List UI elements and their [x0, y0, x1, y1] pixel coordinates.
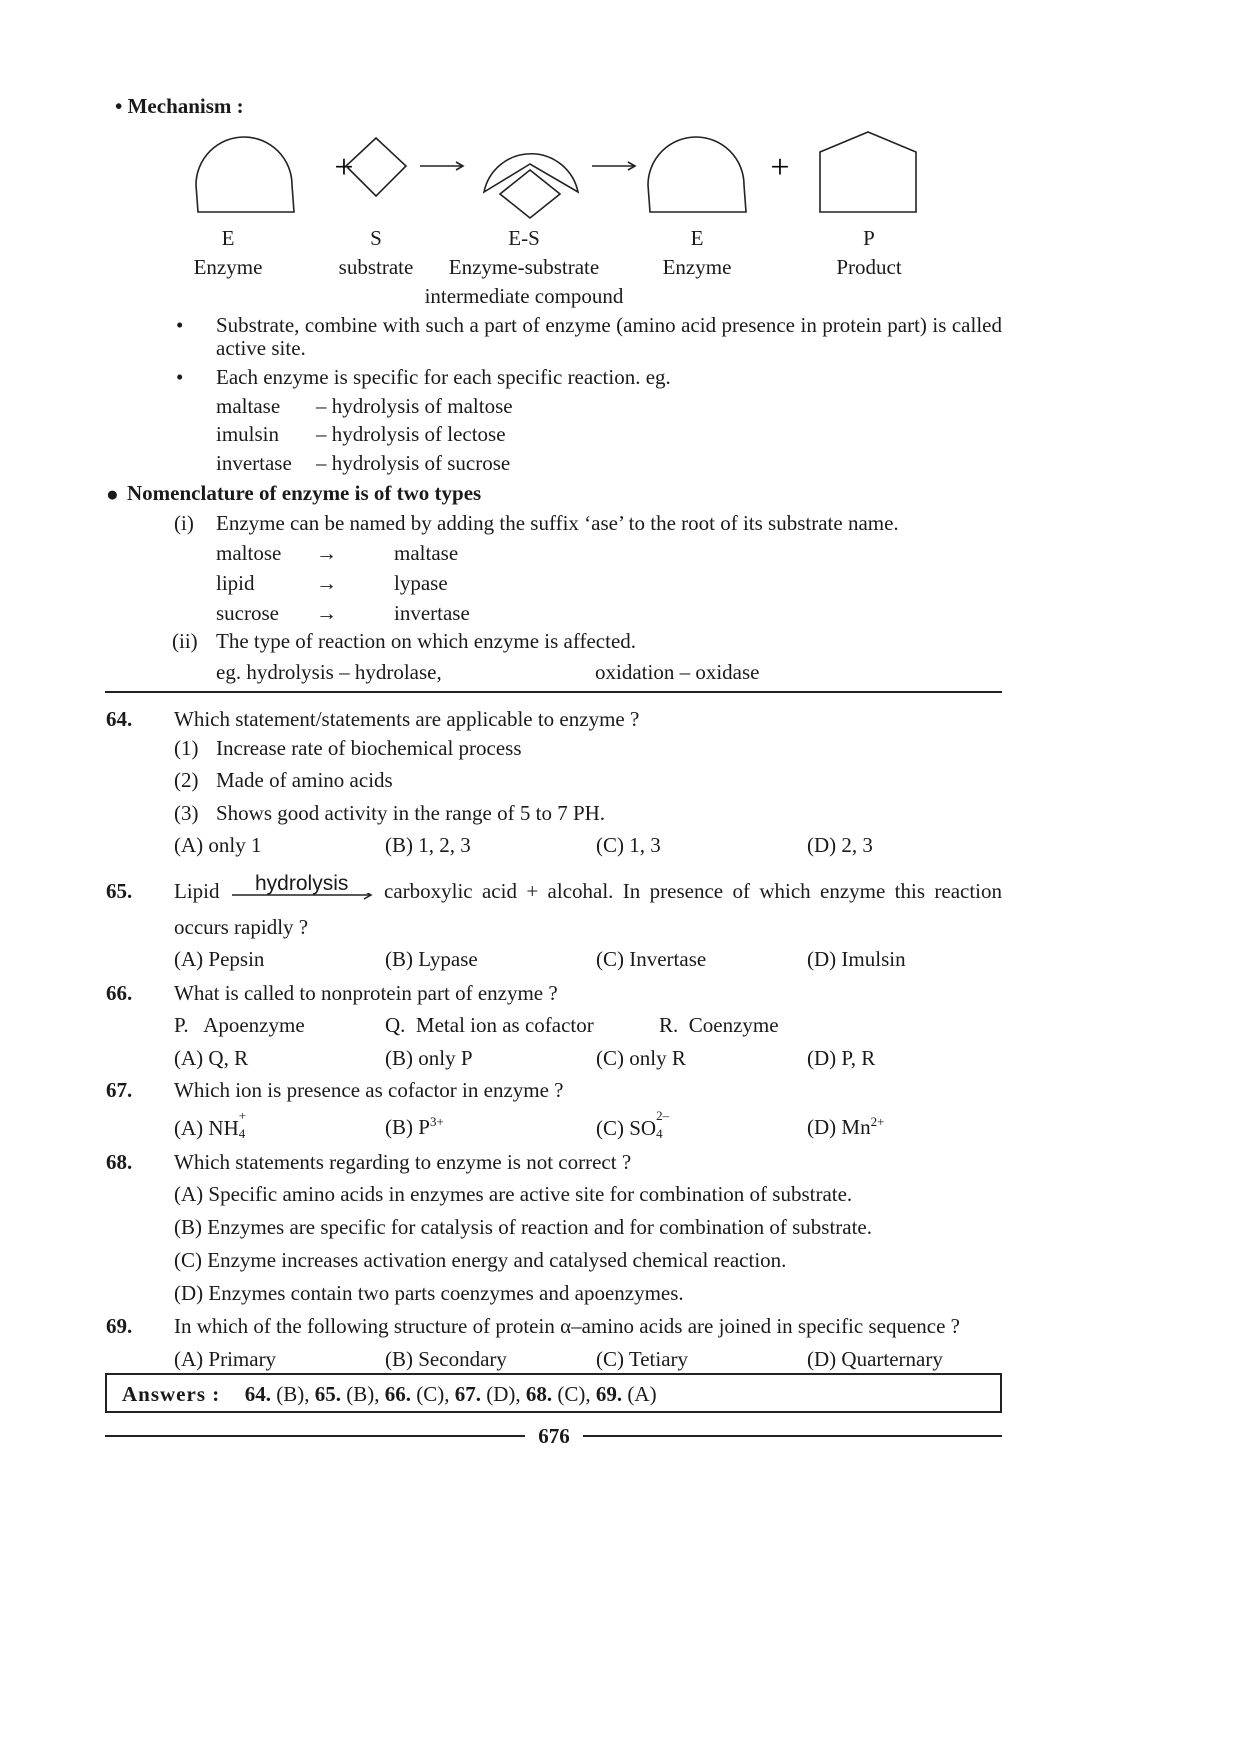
label-es-name: Enzyme-substrate	[448, 255, 600, 279]
question-text: occurs rapidly ?	[174, 915, 309, 939]
option-a: (A) Q, R	[174, 1046, 249, 1070]
arrow-icon: →	[316, 571, 337, 595]
option-b: (B) Secondary	[385, 1347, 507, 1371]
example-desc: – hydrolysis of sucrose	[316, 451, 511, 475]
bullet-text-1b: active site.	[216, 336, 306, 360]
question-number: 67.	[106, 1078, 133, 1102]
statement-number: (3)	[174, 801, 199, 825]
pair-to: invertase	[394, 601, 470, 625]
label-e2-symbol: E	[690, 226, 704, 250]
option-a: (A) Primary	[174, 1347, 277, 1371]
pair-to: maltase	[394, 541, 459, 565]
statement-text: Shows good activity in the range of 5 to 7 PH.	[216, 801, 606, 825]
reaction-product-text: carboxylic acid + alcohal. In presence of which enzyme this reaction	[384, 879, 1002, 903]
statement-number: (2)	[174, 768, 199, 792]
question-number: 66.	[106, 981, 133, 1005]
reaction-reactant: Lipid	[174, 879, 220, 903]
question-number: 69.	[106, 1314, 133, 1338]
mechanism-diagram	[150, 120, 1050, 230]
option-c: (C) Tetiary	[596, 1347, 689, 1371]
footer-rule-right	[583, 1435, 1002, 1437]
plus-sign-2: +	[770, 149, 790, 186]
label-p-name: Product	[836, 255, 902, 279]
bullet-dot: •	[176, 313, 184, 337]
pair-from: maltose	[216, 541, 282, 565]
example-hydrolase: eg. hydrolysis – hydrolase,	[216, 660, 442, 684]
page-number: 676	[538, 1424, 570, 1448]
pair-from: lipid	[216, 571, 255, 595]
nomenclature-i-text: Enzyme can be named by adding the suffix ‘ase’ to the root of its substrate name.	[216, 511, 899, 535]
enzyme-shape-2	[648, 137, 746, 212]
option-d: (D) Enzymes contain two parts coenzymes and apoenzymes.	[174, 1281, 684, 1305]
question-number: 64.	[106, 707, 133, 731]
question-text: Which ion is presence as cofactor in enzyme ?	[174, 1078, 564, 1102]
label-s-symbol: S	[370, 226, 382, 250]
reaction-arrow-icon	[232, 893, 376, 907]
example-enzyme: invertase	[216, 451, 292, 475]
item-number: (i)	[174, 511, 194, 535]
statement-number: (1)	[174, 736, 199, 760]
example-desc: – hydrolysis of lectose	[316, 422, 506, 446]
item-number: (ii)	[172, 629, 198, 653]
question-text: Which statement/statements are applicable to enzyme ?	[174, 707, 640, 731]
bullet-text-2: Each enzyme is specific for each specific reaction. eg.	[216, 365, 671, 389]
option-c: (C) only R	[596, 1046, 686, 1070]
reaction-arrow-label: hydrolysis	[255, 872, 349, 895]
option-d: (D) P, R	[807, 1046, 876, 1070]
match-item-r: R. Coenzyme	[659, 1013, 779, 1037]
mechanism-heading: • Mechanism :	[115, 94, 244, 118]
section-divider	[105, 691, 1002, 693]
option-d: (D) 2, 3	[807, 833, 873, 857]
option-c: (C) SO 2– 4	[596, 1108, 670, 1141]
option-a: (A) only 1	[174, 833, 262, 857]
bullet-icon: ●	[106, 482, 119, 506]
match-item-q: Q. Metal ion as cofactor	[385, 1013, 594, 1037]
bullet-dot: •	[176, 365, 184, 389]
option-d: (D) Imulsin	[807, 947, 906, 971]
option-a: (A) Specific amino acids in enzymes are active site for combination of substrate.	[174, 1182, 853, 1206]
option-d: (D) Quarternary	[807, 1347, 943, 1371]
label-es-extra: intermediate compound	[424, 284, 624, 308]
nomenclature-ii-text: The type of reaction on which enzyme is affected.	[216, 629, 637, 653]
label-e-symbol: E	[221, 226, 235, 250]
nomenclature-heading: Nomenclature of enzyme is of two types	[127, 481, 482, 505]
question-text: What is called to nonprotein part of enzyme ?	[174, 981, 558, 1005]
question-text: Which statements regarding to enzyme is not correct ?	[174, 1150, 632, 1174]
pair-from: sucrose	[216, 601, 279, 625]
option-c: (C) 1, 3	[596, 833, 661, 857]
option-b: (B) $P^{3+}$	[385, 1114, 444, 1139]
label-e-name: Enzyme	[193, 255, 263, 279]
label-e2-name: Enzyme	[662, 255, 732, 279]
question-number: 65.	[106, 879, 133, 903]
label-p-symbol: P	[863, 226, 875, 250]
example-oxidase: oxidation – oxidase	[595, 660, 760, 684]
answers-line: Answers : 64. (B), 65. (B), 66. (C), 67. (D), 68. (C), 69. (A)	[122, 1382, 657, 1406]
footer-rule-left	[105, 1435, 525, 1437]
option-a: (A) Pepsin	[174, 947, 265, 971]
statement-text: Increase rate of biochemical process	[216, 736, 522, 760]
option-b: (B) 1, 2, 3	[385, 833, 471, 857]
product-shape	[820, 132, 916, 212]
pair-to: lypase	[394, 571, 448, 595]
example-desc: – hydrolysis of maltose	[316, 394, 513, 418]
label-es-symbol: E-S	[508, 226, 540, 250]
option-b: (B) only P	[385, 1046, 473, 1070]
match-item-p: P. Apoenzyme	[174, 1013, 305, 1037]
option-d: (D) $Mn^{2+}$	[807, 1114, 885, 1139]
statement-text: Made of amino acids	[216, 768, 393, 792]
question-number: 68.	[106, 1150, 133, 1174]
question-text: In which of the following structure of protein α–amino acids are joined in specific sequence ?	[174, 1314, 960, 1338]
es-complex-shape	[484, 154, 578, 192]
example-enzyme: maltase	[216, 394, 281, 418]
arrow-icon: →	[316, 601, 337, 625]
example-enzyme: imulsin	[216, 422, 280, 446]
option-b: (B) Lypase	[385, 947, 478, 971]
option-c: (C) Invertase	[596, 947, 707, 971]
enzyme-shape	[196, 137, 294, 212]
answers-label: Answers :	[122, 1382, 221, 1406]
option-a: (A) NH + 4	[174, 1108, 247, 1141]
option-b: (B) Enzymes are specific for catalysis of reaction and for combination of substrate.	[174, 1215, 872, 1239]
substrate-shape	[346, 138, 406, 196]
bullet-text-1: Substrate, combine with such a part of enzyme (amino acid presence in protein part) is called	[216, 313, 1002, 337]
label-s-name: substrate	[338, 255, 414, 279]
option-c: (C) Enzyme increases activation energy and catalysed chemical reaction.	[174, 1248, 787, 1272]
plus-sign: +	[334, 149, 354, 186]
arrow-icon: →	[316, 541, 337, 565]
